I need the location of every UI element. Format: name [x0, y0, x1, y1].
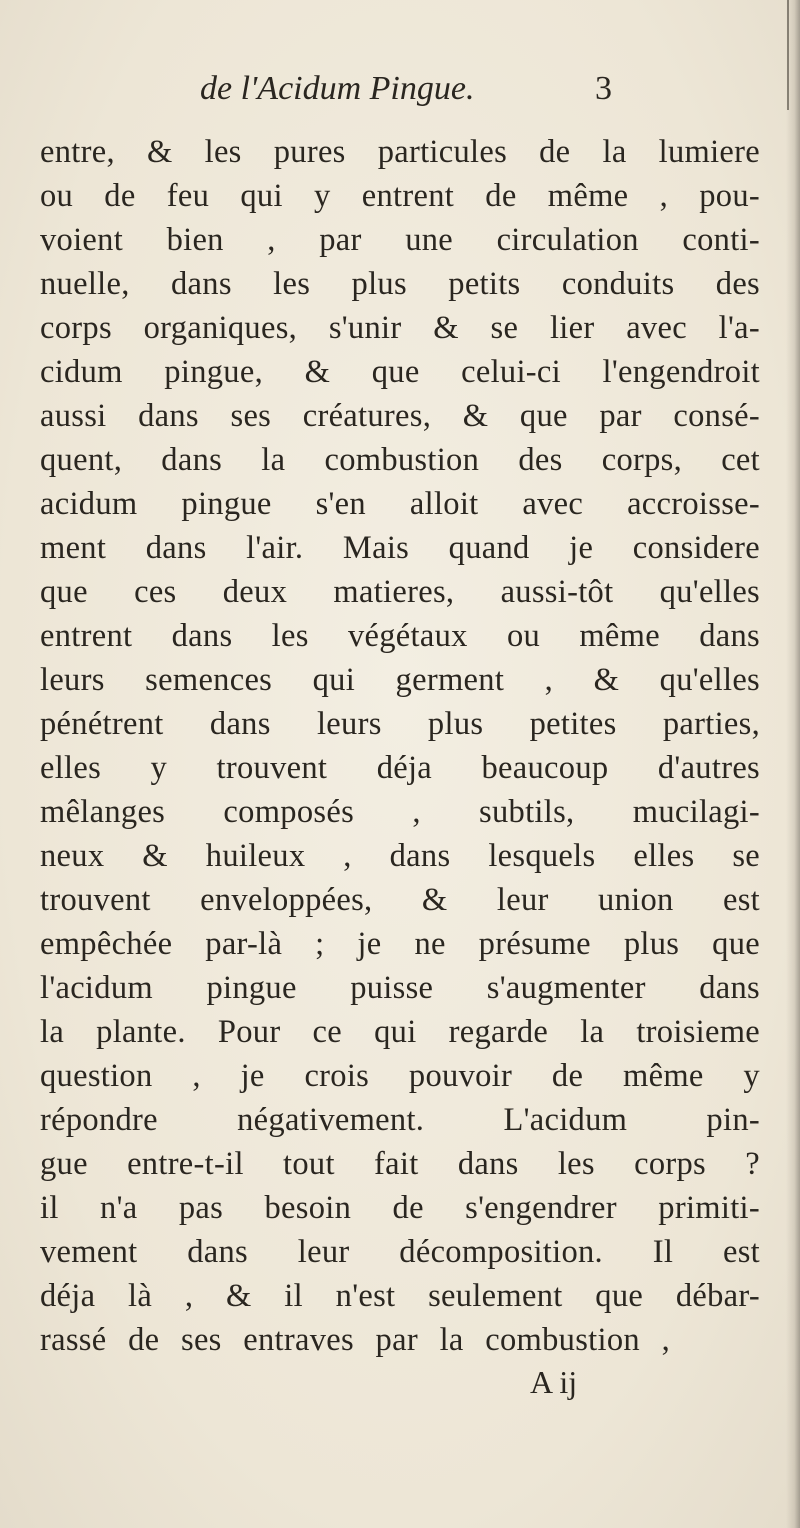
- text-line: acidum pingue s'en alloit avec accroisse-: [40, 486, 760, 522]
- text-line: leurs semences qui germent , & qu'elles: [40, 662, 760, 698]
- text-line: empêchée par-là ; je ne présume plus que: [40, 926, 760, 962]
- text-line: corps organiques, s'unir & se lier avec l'a-: [40, 310, 760, 346]
- text-line: aussi dans ses créatures, & que par consé-: [40, 398, 760, 434]
- text-line: que ces deux matieres, aussi-tôt qu'elles: [40, 574, 760, 610]
- text-line: elles y trouvent déja beaucoup d'autres: [40, 750, 760, 786]
- running-title: de l'Acidum Pingue.: [200, 70, 475, 107]
- text-line: ment dans l'air. Mais quand je considere: [40, 530, 760, 566]
- text-line: la plante. Pour ce qui regarde la troisieme: [40, 1014, 760, 1050]
- page-edge-mark: [787, 0, 789, 110]
- text-line: quent, dans la combustion des corps, cet: [40, 442, 760, 478]
- signature-mark: A ij: [530, 1364, 578, 1400]
- text-line: l'acidum pingue puisse s'augmenter dans: [40, 970, 760, 1006]
- text-line: répondre négativement. L'acidum pin-: [40, 1102, 760, 1138]
- text-line: pénétrent dans leurs plus petites parties,: [40, 706, 760, 742]
- text-line: mêlanges composés , subtils, mucilagi-: [40, 794, 760, 830]
- text-line: neux & huileux , dans lesquels elles se: [40, 838, 760, 874]
- text-line: rassé de ses entraves par la combustion ,: [40, 1322, 670, 1358]
- text-line: voient bien , par une circulation conti-: [40, 222, 760, 258]
- text-line: vement dans leur décomposition. Il est: [40, 1234, 760, 1270]
- text-line: déja là , & il n'est seulement que débar-: [40, 1278, 760, 1314]
- page-edge-shadow: [786, 0, 800, 1528]
- text-line: il n'a pas besoin de s'engendrer primiti-: [40, 1190, 760, 1226]
- text-line: entrent dans les végétaux ou même dans: [40, 618, 760, 654]
- text-line: trouvent enveloppées, & leur union est: [40, 882, 760, 918]
- text-line: ou de feu qui y entrent de même , pou-: [40, 178, 760, 214]
- text-line: entre, & les pures particules de la lumiere: [40, 134, 760, 170]
- text-line: question , je crois pouvoir de même y: [40, 1058, 760, 1094]
- text-line: gue entre-t-il tout fait dans les corps ?: [40, 1146, 760, 1182]
- page-number: 3: [595, 70, 612, 107]
- text-line: nuelle, dans les plus petits conduits des: [40, 266, 760, 302]
- text-line: cidum pingue, & que celui-ci l'engendroit: [40, 354, 760, 390]
- running-head: [200, 66, 630, 112]
